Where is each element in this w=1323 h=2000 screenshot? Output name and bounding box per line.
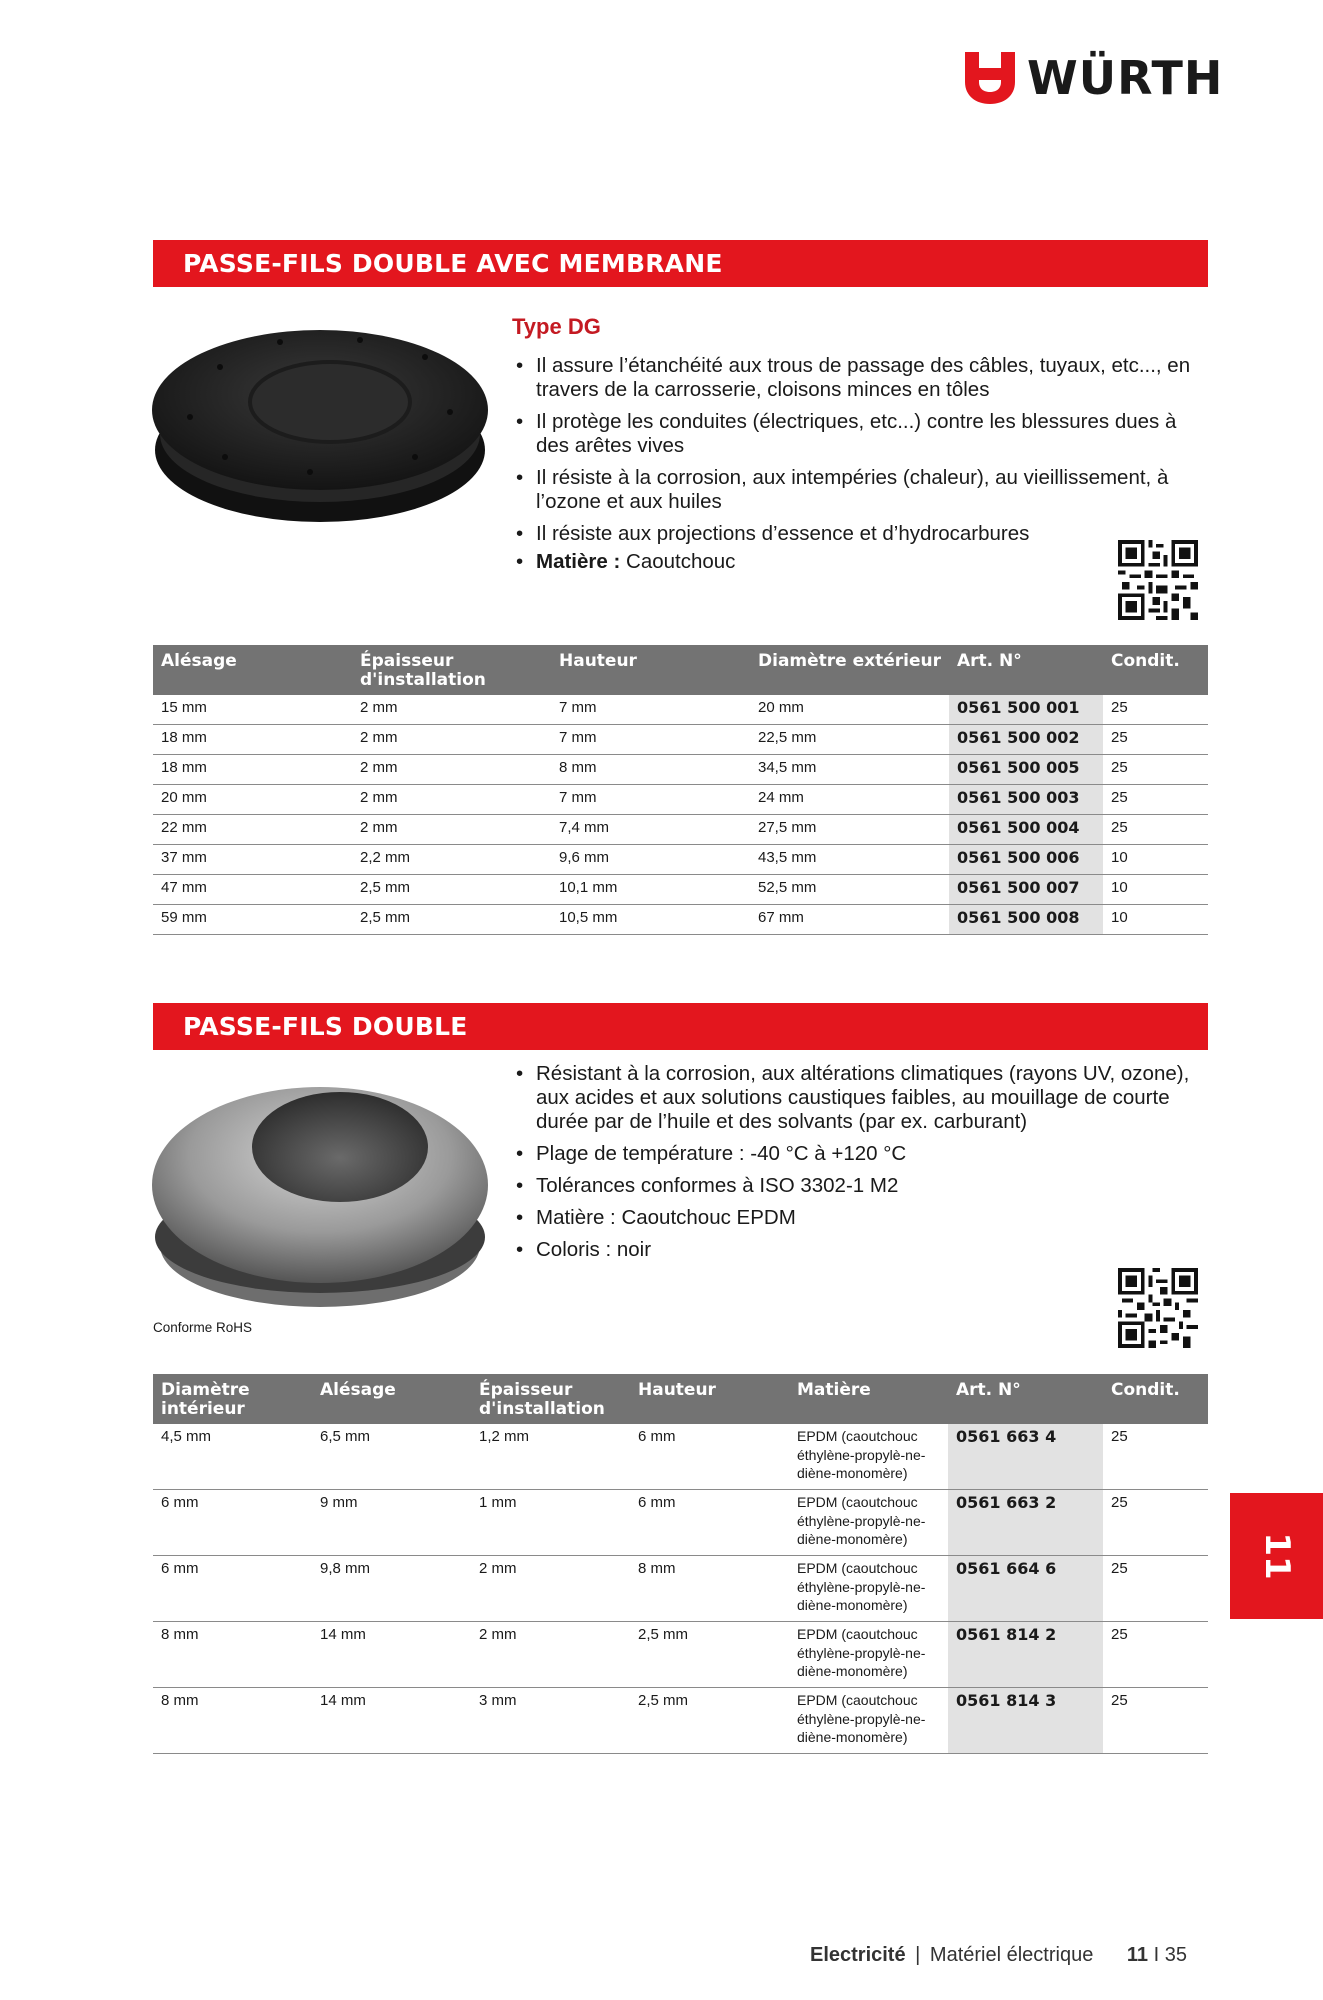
feature-item: • Résistant à la corrosion, aux altérations climatiques (rayons UV, ozone), aux acides et aux solutions caustiques faibles, au mouillage de courte durée par de l’huile et des solvants (par ex. carburant) [512, 1062, 1212, 1134]
col-header: Épaisseur d'installation [471, 1374, 630, 1424]
article-number: 0561 663 4 [948, 1424, 1103, 1490]
qr-code-icon[interactable] [1118, 1268, 1198, 1348]
cell: 9,6 mm [551, 845, 750, 875]
material-cell: EPDM (caoutchouc éthylène-propylè-ne-diène-monomère) [789, 1688, 948, 1754]
cell: 7 mm [551, 785, 750, 815]
footer-chapter: 11 [1126, 1944, 1149, 1966]
material-cell: EPDM (caoutchouc éthylène-propylè-ne-diène-monomère) [789, 1622, 948, 1688]
article-number: 0561 500 006 [949, 845, 1103, 875]
cell: 25 [1103, 755, 1208, 785]
cell: 2 mm [352, 815, 551, 845]
feature-item: • Tolérances conformes à ISO 3302-1 M2 [512, 1174, 1212, 1198]
cell: 6 mm [630, 1424, 789, 1490]
cell: 43,5 mm [750, 845, 949, 875]
col-header: Hauteur [630, 1374, 789, 1424]
cell: 24 mm [750, 785, 949, 815]
cell: 6 mm [630, 1490, 789, 1556]
article-number: 0561 500 007 [949, 875, 1103, 905]
cell: 7 mm [551, 725, 750, 755]
table-row [153, 1490, 1208, 1556]
table-row [153, 815, 1208, 845]
footer-subcategory: Matériel électrique [929, 1944, 1094, 1966]
material-value: Caoutchouc [620, 550, 736, 573]
feature-item: • Il assure l’étanchéité aux trous de passage des câbles, tuyaux, etc..., en travers de la carrosserie, cloisons minces en tôles [512, 354, 1202, 402]
col-header: Art. N° [948, 1374, 1103, 1424]
cell: 20 mm [153, 785, 352, 815]
cell: 47 mm [153, 875, 352, 905]
col-header: Diamètre intérieur [153, 1374, 312, 1424]
cell: 3 mm [471, 1688, 630, 1754]
cell: 10,1 mm [551, 875, 750, 905]
col-header: Matière [789, 1374, 948, 1424]
cell: 1 mm [471, 1490, 630, 1556]
material-cell: EPDM (caoutchouc éthylène-propylè-ne-diène-monomère) [789, 1424, 948, 1490]
cell: 10 [1103, 845, 1208, 875]
cell: 2,2 mm [352, 845, 551, 875]
col-header: Alésage [153, 645, 352, 695]
table-row [153, 1622, 1208, 1688]
cell: 2,5 mm [352, 905, 551, 935]
feature-item-material [512, 550, 1202, 574]
chapter-tab[interactable] [1230, 1493, 1323, 1619]
cell: 2 mm [471, 1556, 630, 1622]
cell: 2 mm [471, 1622, 630, 1688]
wurth-logo [965, 52, 1223, 104]
col-header: Condit. [1103, 1374, 1208, 1424]
table-row [153, 875, 1208, 905]
col-header: Art. N° [949, 645, 1103, 695]
type-label: Type DG [512, 314, 601, 339]
col-header: Condit. [1103, 645, 1208, 695]
section2-features [512, 1062, 1212, 1270]
material-cell: EPDM (caoutchouc éthylène-propylè-ne-diène-monomère) [789, 1556, 948, 1622]
cell: 8 mm [551, 755, 750, 785]
cell: 18 mm [153, 725, 352, 755]
article-number: 0561 500 002 [949, 725, 1103, 755]
cell: 52,5 mm [750, 875, 949, 905]
chapter-tab-label: 11 [1256, 1532, 1297, 1580]
cell: 6 mm [153, 1490, 312, 1556]
section2-title: PASSE-FILS DOUBLE [153, 1003, 1208, 1050]
cell: 67 mm [750, 905, 949, 935]
feature-item: • Plage de température : -40 °C à +120 °C [512, 1142, 1212, 1166]
table-header-row [153, 645, 1208, 695]
cell: 25 [1103, 815, 1208, 845]
cell: 1,2 mm [471, 1424, 630, 1490]
table-row [153, 785, 1208, 815]
section1-spec-table [153, 645, 1208, 935]
table-row [153, 845, 1208, 875]
cell: 25 [1103, 1424, 1208, 1490]
cell: 25 [1103, 695, 1208, 725]
cell: 15 mm [153, 695, 352, 725]
cell: 8 mm [630, 1556, 789, 1622]
cell: 7 mm [551, 695, 750, 725]
cell: 2,5 mm [352, 875, 551, 905]
cell: 10 [1103, 875, 1208, 905]
cell: 59 mm [153, 905, 352, 935]
cell: 2 mm [352, 755, 551, 785]
article-number: 0561 500 008 [949, 905, 1103, 935]
article-number: 0561 500 001 [949, 695, 1103, 725]
cell: 4,5 mm [153, 1424, 312, 1490]
col-header: Alésage [312, 1374, 471, 1424]
cell: 18 mm [153, 755, 352, 785]
article-number: 0561 500 005 [949, 755, 1103, 785]
cell: 2,5 mm [630, 1688, 789, 1754]
page-footer [0, 1944, 1187, 1967]
cell: 25 [1103, 1688, 1208, 1754]
feature-item: • Coloris : noir [512, 1238, 1212, 1262]
article-number: 0561 500 003 [949, 785, 1103, 815]
article-number: 0561 814 3 [948, 1688, 1103, 1754]
wurth-emblem-icon [965, 52, 1015, 104]
feature-item: • Il résiste aux projections d’essence et d’hydrocarbures [512, 522, 1202, 546]
article-number: 0561 664 6 [948, 1556, 1103, 1622]
cell: 8 mm [153, 1622, 312, 1688]
feature-item: • Matière : Caoutchouc EPDM [512, 1206, 1212, 1230]
section2-spec-table [153, 1374, 1208, 1754]
table-row [153, 695, 1208, 725]
cell: 9 mm [312, 1490, 471, 1556]
cell: 9,8 mm [312, 1556, 471, 1622]
cell: 2 mm [352, 725, 551, 755]
article-number: 0561 663 2 [948, 1490, 1103, 1556]
table-row [153, 1556, 1208, 1622]
section1-title: PASSE-FILS DOUBLE AVEC MEMBRANE [153, 240, 1208, 287]
material-cell: EPDM (caoutchouc éthylène-propylè-ne-diène-monomère) [789, 1490, 948, 1556]
footer-page-number: 35 [1164, 1944, 1187, 1966]
cell: 8 mm [153, 1688, 312, 1754]
cell: 25 [1103, 1556, 1208, 1622]
table-row [153, 725, 1208, 755]
table-row [153, 755, 1208, 785]
cell: 37 mm [153, 845, 352, 875]
rohs-label: Conforme RoHS [153, 1320, 253, 1335]
cell: 14 mm [312, 1622, 471, 1688]
cell: 34,5 mm [750, 755, 949, 785]
table-row [153, 1424, 1208, 1490]
cell: 20 mm [750, 695, 949, 725]
cell: 2 mm [352, 785, 551, 815]
cell: 25 [1103, 725, 1208, 755]
feature-item: • Il protège les conduites (électriques, etc...) contre les blessures dues à des arêtes vives [512, 410, 1202, 458]
article-number: 0561 814 2 [948, 1622, 1103, 1688]
cell: 25 [1103, 1622, 1208, 1688]
cell: 14 mm [312, 1688, 471, 1754]
col-header: Diamètre extérieur [750, 645, 949, 695]
table-row [153, 1688, 1208, 1754]
article-number: 0561 500 004 [949, 815, 1103, 845]
cell: 27,5 mm [750, 815, 949, 845]
section1-features [512, 354, 1202, 582]
brand-name: WÜRTH [1027, 51, 1224, 105]
feature-item: • Il résiste à la corrosion, aux intempéries (chaleur), au vieillissement, à l’ozone et aux huiles [512, 466, 1202, 514]
cell: 10,5 mm [551, 905, 750, 935]
grommet-epdm-image [150, 1075, 490, 1315]
cell: 7,4 mm [551, 815, 750, 845]
footer-separator: | [915, 1944, 921, 1966]
col-header: Hauteur [551, 645, 750, 695]
cell: 10 [1103, 905, 1208, 935]
table-header-row [153, 1374, 1208, 1424]
grommet-dg-image [150, 322, 490, 527]
table-row [153, 905, 1208, 935]
qr-code-icon[interactable] [1118, 540, 1198, 620]
cell: 22 mm [153, 815, 352, 845]
cell: 2 mm [352, 695, 551, 725]
cell: 2,5 mm [630, 1622, 789, 1688]
cell: 6,5 mm [312, 1424, 471, 1490]
material-label: Matière : [536, 550, 621, 573]
cell: 25 [1103, 1490, 1208, 1556]
footer-page-separator: I [1153, 1944, 1160, 1966]
cell: 25 [1103, 785, 1208, 815]
col-header: Épaisseur d'installation [352, 645, 551, 695]
footer-category: Electricité [809, 1944, 906, 1966]
cell: 22,5 mm [750, 725, 949, 755]
cell: 6 mm [153, 1556, 312, 1622]
